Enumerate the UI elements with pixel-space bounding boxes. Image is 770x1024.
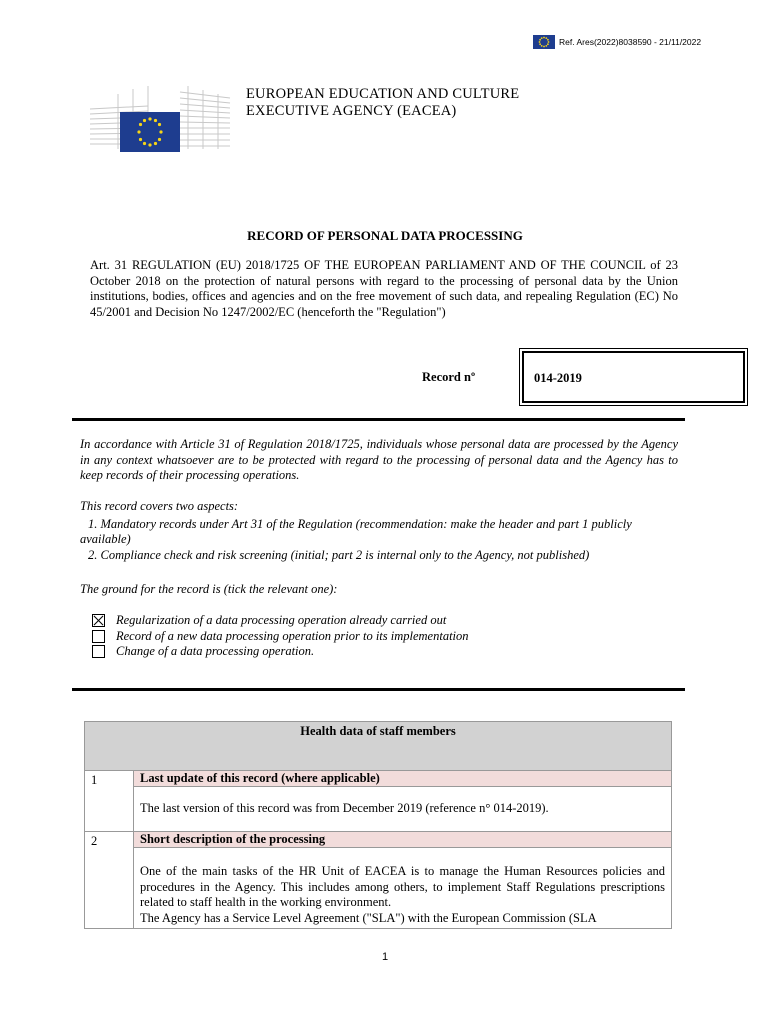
row-number: 1	[85, 771, 134, 832]
aspects-heading: This record covers two aspects:	[80, 499, 239, 513]
section-title: Last update of this record (where applicable)	[134, 771, 672, 787]
ground-option-new[interactable]	[92, 629, 469, 645]
table-header-row	[85, 722, 672, 771]
record-table	[84, 721, 672, 929]
agency-name-line1: EUROPEAN EDUCATION AND CULTURE	[246, 86, 520, 102]
record-number-label: Record nº	[422, 370, 476, 384]
table-row	[85, 771, 672, 787]
section-body-paragraph: The Agency has a Service Level Agreement ("SLA") with the European Commission (SLA	[140, 910, 597, 925]
record-number-box	[522, 351, 745, 403]
regulation-reference: Art. 31 REGULATION (EU) 2018/1725 OF THE EUROPEAN PARLIAMENT AND OF THE COUNCIL of 23 October 2018 on the protection of natural persons with regard to the processing of personal data by the Union institutions, bodies, offices and agencies and on the free movement of such data, and repealing Regulation (EC) No 45/2001 and Decision No 1247/2002/EC (henceforth the "Regulation")	[90, 258, 678, 319]
divider-top	[72, 418, 685, 421]
agency-name	[246, 86, 519, 120]
record-number-value: 014-2019	[534, 371, 582, 385]
ground-option-label: Change of a data processing operation.	[116, 644, 315, 658]
aspects-section	[80, 499, 680, 563]
aspect-item-2: 2. Compliance check and risk screening (initial; part 2 is internal only to the Agency, not published)	[88, 547, 590, 562]
checked-checkbox-icon[interactable]	[92, 614, 105, 627]
document-title: RECORD OF PERSONAL DATA PROCESSING	[247, 228, 523, 243]
unchecked-checkbox-icon[interactable]	[92, 645, 105, 658]
ground-option-regularization[interactable]	[92, 613, 469, 629]
ground-heading: The ground for the record is (tick the relevant one):	[80, 582, 338, 596]
ground-option-label: Record of a new data processing operation prior to its implementation	[116, 628, 469, 643]
section-body-paragraph: One of the main tasks of the HR Unit of EACEA is to manage the Human Resources policies and procedures in the Agency. This includes among others, to implement Staff Regulations prescriptions related to staff health in the working environment.	[140, 864, 665, 909]
page-number: 1	[381, 951, 389, 963]
table-row	[85, 832, 672, 848]
section-body: The last version of this record was from December 2019 (reference n° 014-2019).	[134, 787, 672, 832]
reference-text: Ref. Ares(2022)8038590 - 21/11/2022	[559, 37, 702, 47]
table-heading: Health data of staff members	[85, 722, 672, 771]
reference-line	[533, 35, 701, 49]
unchecked-checkbox-icon[interactable]	[92, 630, 105, 643]
ground-option-label: Regularization of a data processing operation already carried out	[116, 613, 447, 627]
ground-options	[92, 613, 469, 660]
aspect-item-1: 1. Mandatory records under Art 31 of the Regulation (recommendation: make the header and part 1 publicly available)	[80, 516, 632, 546]
section-title: Short description of the processing	[134, 832, 672, 848]
agency-name-line2: EXECUTIVE AGENCY (EACEA)	[246, 103, 457, 119]
eacea-logo	[88, 84, 233, 154]
table-row	[85, 787, 672, 832]
eu-flag-small-icon	[533, 35, 555, 49]
divider-bottom	[72, 688, 685, 691]
ground-option-change[interactable]	[92, 644, 469, 660]
section-body	[134, 848, 672, 929]
intro-paragraph: In accordance with Article 31 of Regulation 2018/1725, individuals whose personal data are processed by the Agency in any context whatsoever are to be protected with regard to the processing of personal data and the Agency has to keep records of their processing operations.	[80, 437, 678, 482]
row-number: 2	[85, 832, 134, 929]
table-row	[85, 848, 672, 929]
